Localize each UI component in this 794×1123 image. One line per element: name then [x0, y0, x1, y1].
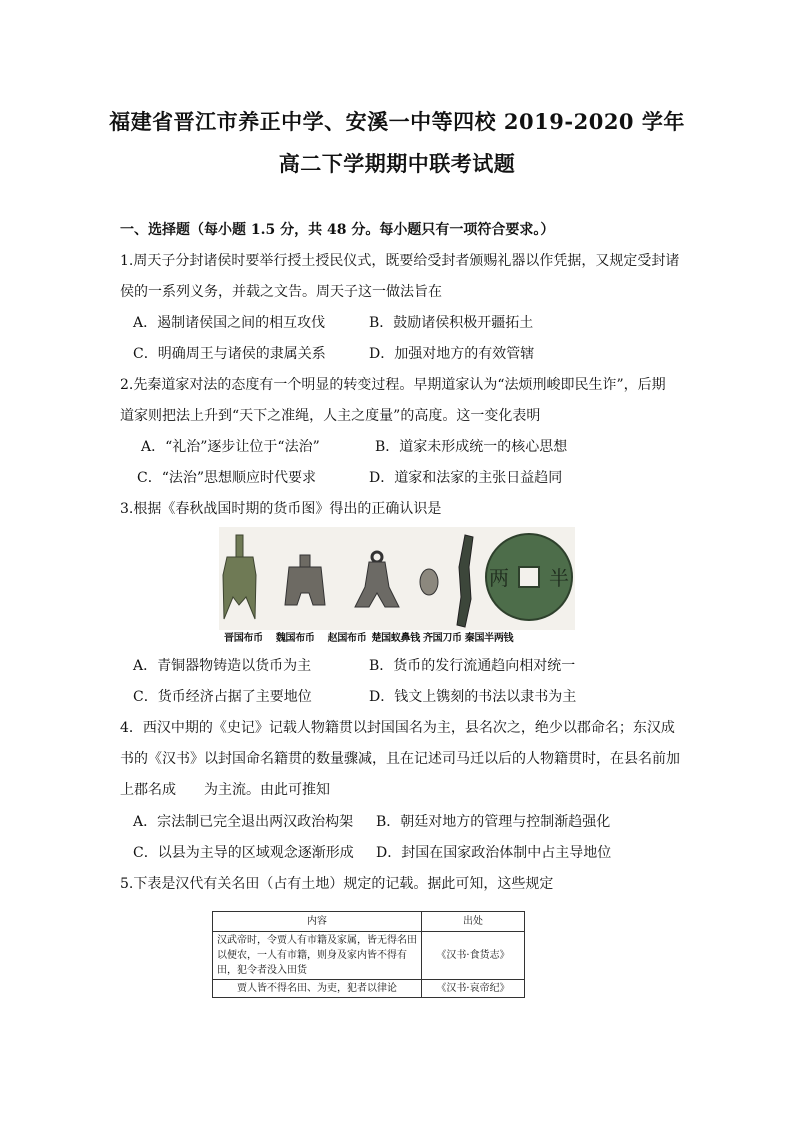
law-table — [212, 911, 525, 998]
question-1-option-a: A．遏制诸侯国之间的相互攻伐 — [133, 315, 326, 331]
question-4-option-b: B．朝廷对地方的管理与控制渐趋强化 — [376, 814, 611, 830]
law-table-cell-content: 贾人皆不得名田、为吏，犯者以律论 — [213, 980, 422, 998]
question-1-option-b: B．鼓励诸侯积极开疆拓土 — [369, 315, 534, 331]
question-4-stem-line3: 上郡名成 为主流。由此可推知 — [120, 782, 330, 798]
question-1-option-d: D．加强对地方的有效管辖 — [369, 346, 535, 362]
coin-label-wei: 魏国布币 — [275, 633, 315, 644]
coin-label-chu: 楚国蚁鼻钱 — [371, 633, 420, 644]
coin-label-qi: 齐国刀币 — [422, 633, 462, 644]
law-table-header-row — [213, 912, 525, 932]
question-2-option-a: A．“礼治”逐步让位于“法治” — [141, 439, 320, 455]
question-3-stem: 3.根据《春秋战国时期的货币图》得出的正确认识是 — [120, 501, 442, 517]
wei-spade-coin — [285, 555, 325, 605]
chu-ant-nose-coin — [420, 569, 438, 595]
coin-label-zhao: 赵国布币 — [327, 633, 367, 644]
page-title-line1: 福建省晋江市养正中学、安溪一中等四校 2019-2020 学年 — [109, 109, 685, 134]
coin-figure-caption — [224, 629, 513, 644]
qin-banliang-coin — [486, 534, 572, 620]
question-3-option-a: A．青铜器物铸造以货币为主 — [133, 658, 312, 674]
question-3-option-b: B．货币的发行流通趋向相对统一 — [369, 658, 576, 674]
qi-knife-coin — [457, 535, 473, 627]
zhao-spade-coin — [355, 552, 399, 607]
question-5-stem: 5.下表是汉代有关名田（占有土地）规定的记载。据此可知，这些规定 — [120, 876, 554, 892]
coin-figure — [219, 527, 575, 630]
question-2-option-c: C．“法治”思想顺应时代要求 — [137, 470, 317, 486]
question-2-option-b: B．道家未形成统一的核心思想 — [375, 439, 568, 455]
law-table-header-source: 出处 — [422, 912, 525, 932]
coin-char-ban: 半 — [549, 566, 569, 590]
question-2-option-d: D．道家和法家的主张日益趋同 — [369, 470, 563, 486]
law-table-cell-source: 《汉书·食货志》 — [422, 932, 525, 980]
law-table-cell-content: 汉武帝时，令贾人有市籍及家属，皆无得名田以便农，一人有市籍，则身及家内皆不得有田，犯令者没入田货 — [213, 932, 422, 980]
table-row — [213, 980, 525, 998]
question-2-stem-line2: 道家则把法上升到“天下之准绳，人主之度量”的高度。这一变化表明 — [120, 408, 541, 424]
law-table-header-content: 内容 — [213, 912, 422, 932]
law-table-cell-source: 《汉书·哀帝纪》 — [422, 980, 525, 998]
question-1-option-c: C．明确周王与诸侯的隶属关系 — [133, 346, 326, 362]
question-4-option-a: A．宗法制已完全退出两汉政治构架 — [133, 814, 354, 830]
question-3-option-d: D．钱文上镌刻的书法以隶书为主 — [369, 689, 577, 705]
section-heading: 一、选择题（每小题 1.5 分，共 48 分。每小题只有一项符合要求。） — [120, 222, 555, 238]
coin-figure-image — [219, 527, 575, 630]
coin-label-jin: 晋国布币 — [224, 633, 263, 644]
coin-char-liang: 两 — [489, 566, 509, 590]
question-4-option-d: D．封国在国家政治体制中占主导地位 — [376, 845, 612, 861]
question-1-stem-line2: 侯的一系列义务，并载之文告。周天子这一做法旨在 — [120, 284, 442, 300]
question-4-option-c: C．以县为主导的区域观念逐渐形成 — [133, 845, 354, 861]
coin-label-qin: 秦国半两钱 — [464, 633, 514, 644]
jin-spade-coin — [223, 535, 256, 619]
question-2-stem-line1: 2.先秦道家对法的态度有一个明显的转变过程。早期道家认为“法烦刑峻即民生诈”，后期 — [120, 377, 666, 393]
question-3-option-c: C．货币经济占据了主要地位 — [133, 689, 312, 705]
question-4-stem-line1: 4．西汉中期的《史记》记载人物籍贯以封国国名为主，县名次之，绝少以郡命名；东汉成 — [120, 720, 675, 736]
table-row — [213, 932, 525, 980]
question-4-stem-line2: 书的《汉书》以封国命名籍贯的数量骤减，且在记述司马迁以后的人物籍贯时，在县名前加 — [120, 751, 680, 767]
page-title-line2: 高二下学期期中联考试题 — [278, 151, 516, 176]
question-1-stem-line1: 1.周天子分封诸侯时要举行授土授民仪式，既要给受封者颁赐礼器以作凭据，又规定受封诸 — [120, 253, 680, 269]
